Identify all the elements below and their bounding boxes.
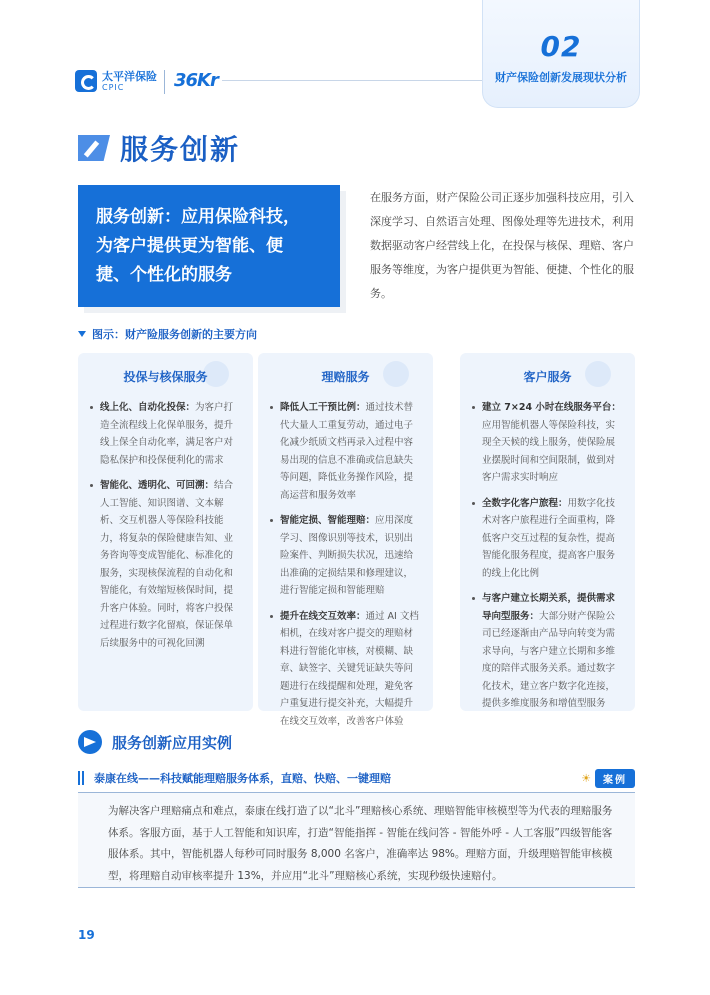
list-item [270, 399, 421, 504]
list-item [90, 399, 241, 469]
item-text: 大部分财产保险公司已经逐渐由产品导向转变为需求导向，与客户建立长期和多维度的陪伴式服务关系。通过数字化技术，建立客户数字化连接，提供多维度服务和增值型服务 [482, 610, 616, 709]
chapter-tab [482, 0, 640, 108]
column-title [460, 353, 635, 399]
case-title-bar [78, 768, 635, 788]
cpic-logo-cn: 太平洋保险 [102, 69, 157, 83]
intro-paragraph: 在服务方面，财产保险公司正逐步加强科技应用，引入深度学习、自然语言处理、图像处理等先进技术，利用数据驱动客户经营线上化，在投保与核保、理赔、客户服务等维度，为客户提供更为智能、便捷、个性化的服务。 [370, 191, 634, 300]
item-text: 应用深度学习、图像识别等技术，识别出险案件、判断损失状况，迅速给出准确的定损结果和修理建议，进行智能定损和智能理赔 [280, 515, 414, 596]
examples-heading [78, 730, 232, 754]
paper-plane-icon [78, 730, 102, 754]
item-text: 应用智能机器人等保险科技，实现全天候的线上服务，使保险展业摆脱时间和空间限制，做到对客户需求实时响应 [482, 419, 616, 483]
case-label: 案例 [595, 769, 635, 788]
shield-icon [203, 361, 229, 387]
column-title [258, 353, 433, 399]
user-icon [585, 361, 611, 387]
column-underwriting [78, 353, 253, 711]
lightbulb-icon: ☀ [581, 772, 591, 785]
page-header [0, 0, 710, 110]
list-item [472, 590, 623, 713]
item-title: 建立 7×24 小时在线服务平台： [482, 402, 621, 413]
examples-heading-text: 服务创新应用实例 [112, 733, 233, 752]
item-title: 提升在线交互效率： [280, 610, 366, 622]
section-title [78, 128, 240, 168]
chapter-title: 财产保险创新发展现状分析 [495, 71, 627, 84]
logo-divider [164, 70, 165, 94]
hero-line-1: 服务创新：应用保险科技， [96, 207, 300, 227]
item-title: 降低人工干预比例： [280, 402, 366, 413]
list-item [270, 512, 421, 600]
list-item [472, 399, 623, 487]
caret-down-icon [78, 331, 86, 337]
item-title: 线上化、自动化投保： [100, 402, 196, 413]
cpic-logo-icon [75, 70, 97, 92]
column-title-text: 理赔服务 [321, 369, 370, 384]
chapter-number: 02 [540, 30, 582, 63]
list-item [472, 495, 623, 583]
hero-line-2: 为客户提供更为智能、便 [96, 236, 283, 256]
column-title [78, 353, 253, 399]
case-tag [581, 769, 635, 788]
list-item [270, 608, 421, 731]
hero-line-3: 捷、个性化的服务 [96, 265, 232, 285]
item-text: 为客户打造全流程线上化保单服务，提升线上保全自动化率，满足客户对隐私保护和投保便利化的需求 [100, 402, 234, 466]
case-title: 泰康在线——科技赋能理赔服务体系，直赔、快赔、一键理赔 [94, 772, 391, 785]
item-text: 结合人工智能、知识图谱、文本解析、交互机器人等保险科技能力，将复杂的保险健康告知、业务咨询等变成智能化、标准化的服务，实现核保流程的自动化和智能化，有效缩短核保时间，提升客户体验。同时，将客户投保过程进行数字化留痕，保证保单后续服务中的可视化回溯 [100, 480, 234, 649]
gear-icon [383, 361, 409, 387]
column-claims [258, 353, 433, 727]
column-customer-service [460, 353, 635, 711]
item-text: 用数字化技术对客户旅程进行全面重构，降低客户交互过程的复杂性，提高智能化服务程度，提高客户服务的线上化比例 [482, 497, 616, 579]
figure-caption-text: 图示：财产险服务创新的主要方向 [92, 328, 257, 341]
cpic-logo [75, 70, 157, 92]
page-number: 19 [78, 928, 95, 942]
item-title: 全数字化客户旅程： [482, 497, 568, 509]
item-title: 与客户建立长期关系，提供需求导向型服务： [482, 593, 616, 622]
partner-logo: 36Kr [174, 70, 218, 91]
item-title: 智能化、透明化、可回溯： [100, 480, 215, 491]
header-rule [222, 80, 482, 81]
case-marker [82, 771, 84, 785]
figure-caption [78, 326, 257, 342]
hero-box [78, 185, 340, 307]
cpic-logo-en: CPIC [102, 82, 125, 92]
case-text: 为解决客户理赔痛点和难点，泰康在线打造了以“北斗”理赔核心系统、理赔智能审核模型等为代表的理赔服务体系。客服方面，基于人工智能和知识库，打造“智能指挥 - 智能在线问答 - 智能外呼 - 人工客服”四级智能客服体系。其中，智能机器人每秒可同时服务 8,000 名客户，准确率达 98%。理赔方面，升级理赔智能审核模型，将理赔自动审核率提升 13%，并应用“北斗”理赔核心系统，实现秒级快速赔付。 [78, 792, 635, 888]
item-text: 通过 AI 文档相机，在线对客户提交的理赔材料进行智能化审核，对模糊、缺章、缺签字、关键凭证缺失等问题进行在线提醒和处理，避免客户重复进行提交补充，大幅提升在线交互效率，改善客户体验 [280, 610, 419, 727]
item-text: 通过技术替代大量人工重复劳动，通过电子化减少纸质文档再录入过程中容易出现的信息不准确或信息缺失等问题，降低业务操作风险，提高运营和服务效率 [280, 402, 414, 501]
case-marker [78, 771, 80, 785]
column-title-text: 投保与核保服务 [123, 369, 208, 384]
list-item [90, 477, 241, 652]
page-title: 服务创新 [120, 133, 241, 166]
column-title-text: 客户服务 [523, 369, 572, 384]
item-title: 智能定损、智能理赔： [280, 515, 376, 526]
pencil-icon [78, 135, 110, 161]
